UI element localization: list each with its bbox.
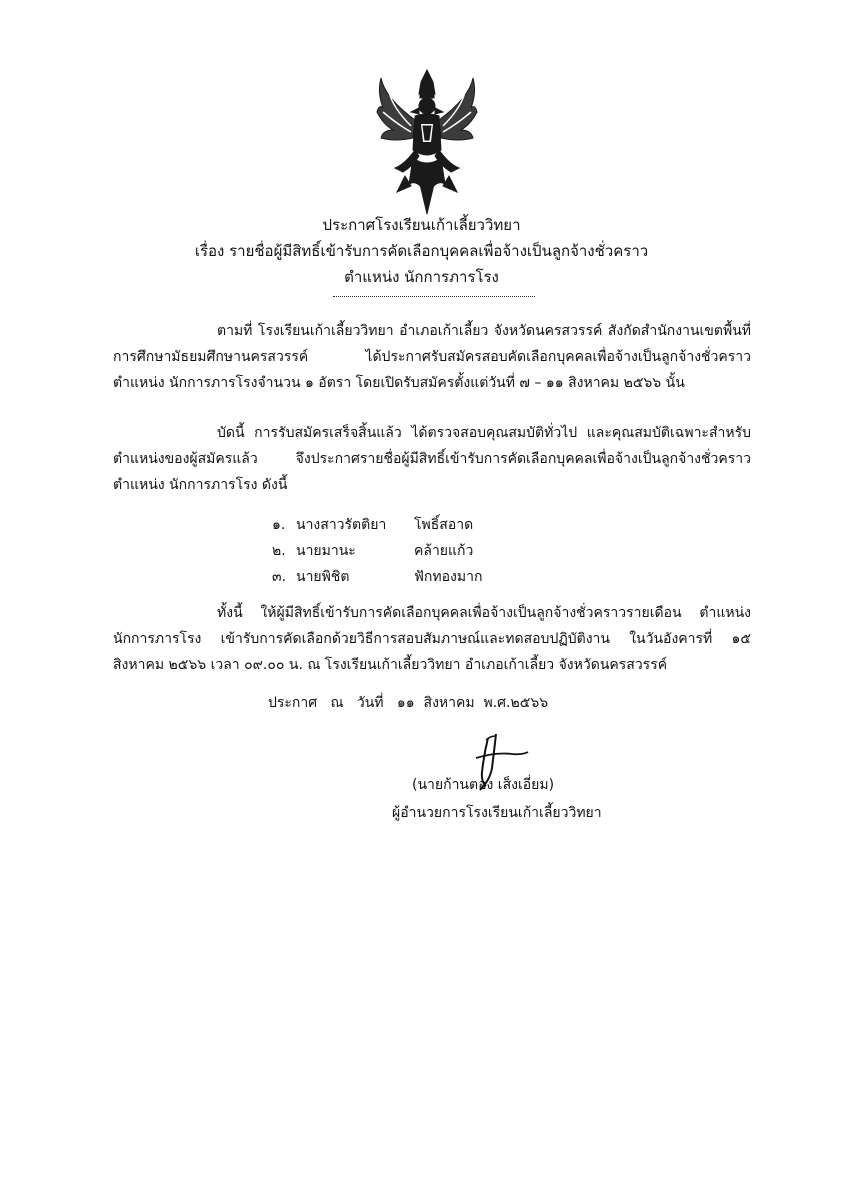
paragraph-background: ตามที่ โรงเรียนเก้าเลี้ยววิทยา อำเภอเก้าเลี้ยว จังหวัดนครสวรรค์ สังกัดสำนักงานเขตพื้นที่การศึกษามัธยมศึกษานครสวรรค์ ได้ประกาศรับสมัครสอบคัดเลือกบุคคลเพื่อจ้างเป็นลูกจ้างชั่วคราว ตำแหน่ง นักการภารโรงจำนวน ๑ อัตรา โดยเปิดรับสมัครตั้งแต่วันที่ ๗ – ๑๑ สิงหาคม ๒๕๖๖ นั้น bbox=[113, 323, 751, 391]
candidate-last-name: ฟักทองมาก bbox=[414, 569, 483, 585]
candidate-number: ๒. bbox=[272, 543, 286, 559]
candidate-first-name: นายพิชิต bbox=[296, 569, 350, 585]
dotted-divider bbox=[333, 296, 535, 297]
signer-title: ผู้อำนวยการโรงเรียนเก้าเลี้ยววิทยา bbox=[392, 805, 602, 821]
list-item bbox=[272, 512, 534, 538]
candidate-last-name: คล้ายแก้ว bbox=[414, 543, 474, 559]
paragraph-exam-details: ทั้งนี้ ให้ผู้มีสิทธิ์เข้ารับการคัดเลือกบุคคลเพื่อจ้างเป็นลูกจ้างชั่วคราวรายเดือน ตำแหน่ง นักการภารโรง เข้ารับการคัดเลือกด้วยวิธีการสอบสัมภาษณ์และทดสอบปฏิบัติงาน ในวันอังคารที่ ๑๕ สิงหาคม ๒๕๖๖ เวลา ๐๙.๐๐ น. ณ โรงเรียนเก้าเลี้ยววิทยา อำเภอเก้าเลี้ยว จังหวัดนครสวรรค์ bbox=[113, 605, 751, 673]
announcement-position: ตำแหน่ง นักการภารโรง bbox=[344, 268, 499, 286]
candidate-first-name: นางสาวรัตติยา bbox=[296, 517, 387, 533]
announcement-date: ประกาศ ณ วันที่ ๑๑ สิงหาคม พ.ศ.๒๕๖๖ bbox=[268, 695, 549, 711]
list-item bbox=[272, 538, 534, 564]
paragraph-result: บัดนี้ การรับสมัครเสร็จสิ้นแล้ว ได้ตรวจสอบคุณสมบัติทั่วไป และคุณสมบัติเฉพาะสำหรับตำแหน่งของผู้สมัครแล้ว จึงประกาศรายชื่อผู้มีสิทธิ์เข้ารับการคัดเลือกบุคคลเพื่อจ้างเป็นลูกจ้างชั่วคราว ตำแหน่ง นักการภารโรง ดังนี้ bbox=[113, 425, 751, 493]
candidate-number: ๓. bbox=[272, 569, 287, 585]
list-item bbox=[272, 564, 534, 590]
garuda-emblem-icon bbox=[375, 68, 479, 216]
announcement-title: ประกาศโรงเรียนเก้าเลี้ยววิทยา bbox=[322, 216, 521, 234]
candidate-first-name: นายมานะ bbox=[296, 543, 356, 559]
announcement-subject: เรื่อง รายชื่อผู้มีสิทธิ์เข้ารับการคัดเลือกบุคคลเพื่อจ้างเป็นลูกจ้างชั่วคราว bbox=[194, 242, 649, 260]
candidate-list bbox=[272, 512, 534, 590]
candidate-last-name: โพธิ์สอาด bbox=[414, 517, 474, 533]
candidate-number: ๑. bbox=[272, 517, 286, 533]
signer-name: (นายก้านตอง เส็งเอี่ยม) bbox=[412, 777, 555, 793]
